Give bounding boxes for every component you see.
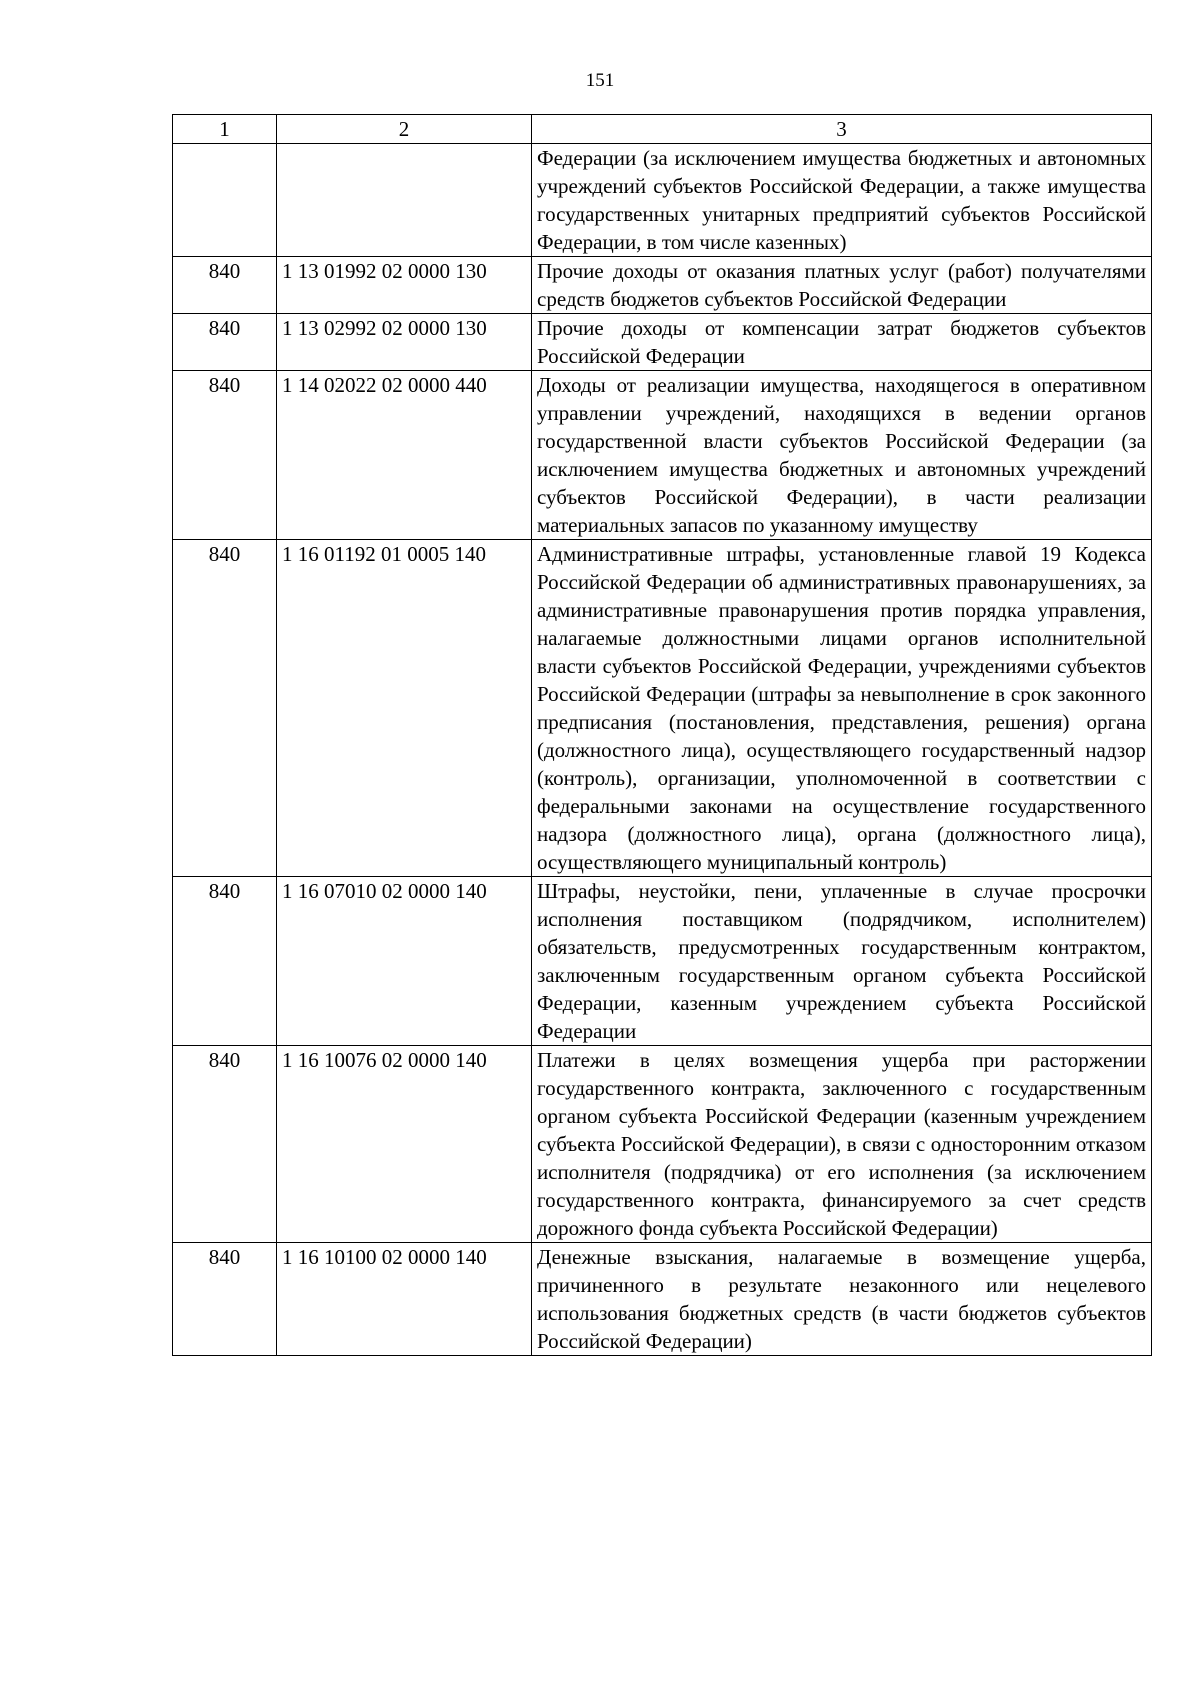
admin-code-cell: 840 [173, 1046, 277, 1243]
admin-code-cell: 840 [173, 540, 277, 877]
table-row [173, 1046, 1152, 1243]
budget-code-cell: 1 13 01992 02 0000 130 [277, 257, 532, 314]
admin-code-cell [173, 144, 277, 257]
admin-code-cell: 840 [173, 314, 277, 371]
table-row [173, 314, 1152, 371]
revenue-name-cell: Прочие доходы от компенсации затрат бюджетов субъектов Российской Федерации [532, 314, 1152, 371]
revenue-name-cell: Денежные взыскания, налагаемые в возмещение ущерба, причиненного в результате незаконного или нецелевого использования бюджетных средств (в части бюджетов субъектов Российской Федерации) [532, 1243, 1152, 1356]
table-header-row [173, 115, 1152, 144]
revenue-codes-table [172, 114, 1152, 1356]
budget-code-cell [277, 144, 532, 257]
revenue-name-cell: Федерации (за исключением имущества бюджетных и автономных учреждений субъектов Российской Федерации, а также имущества государственных унитарных предприятий субъектов Российской Федерации, в том числе казенных) [532, 144, 1152, 257]
table-row [173, 1243, 1152, 1356]
table-row [173, 144, 1152, 257]
revenue-name-cell: Штрафы, неустойки, пени, уплаченные в случае просрочки исполнения поставщиком (подрядчиком, исполнителем) обязательств, предусмотренных государственным контрактом, заключенным государственным органом субъекта Российской Федерации, казенным учреждением субъекта Российской Федерации [532, 877, 1152, 1046]
admin-code-cell: 840 [173, 877, 277, 1046]
revenue-name-cell: Платежи в целях возмещения ущерба при расторжении государственного контракта, заключенного с государственным органом субъекта Российской Федерации (казенным учреждением субъекта Российской Федерации), в связи с односторонним отказом исполнителя (подрядчика) от его исполнения (за исключением государственного контракта, финансируемого за счет средств дорожного фонда субъекта Российской Федерации) [532, 1046, 1152, 1243]
admin-code-cell: 840 [173, 257, 277, 314]
admin-code-cell: 840 [173, 1243, 277, 1356]
budget-code-cell: 1 16 07010 02 0000 140 [277, 877, 532, 1046]
budget-code-cell: 1 16 10100 02 0000 140 [277, 1243, 532, 1356]
budget-code-cell: 1 13 02992 02 0000 130 [277, 314, 532, 371]
table-row [173, 877, 1152, 1046]
revenue-name-cell: Административные штрафы, установленные главой 19 Кодекса Российской Федерации об административных правонарушениях, за административные правонарушения против порядка управления, налагаемые должностными лицами органов исполнительной власти субъектов Российской Федерации, учреждениями субъектов Российской Федерации (штрафы за невыполнение в срок законного предписания (постановления, представления, решения) органа (должностного лица), осуществляющего государственный надзор (контроль), организации, уполномоченной в соответствии с федеральными законами на осуществление государственного надзора (должностного лица), органа (должностного лица), осуществляющего муниципальный контроль) [532, 540, 1152, 877]
revenue-name-cell: Прочие доходы от оказания платных услуг (работ) получателями средств бюджетов субъектов Российской Федерации [532, 257, 1152, 314]
admin-code-cell: 840 [173, 371, 277, 540]
page-number: 151 [585, 70, 615, 91]
table-row [173, 540, 1152, 877]
budget-code-cell: 1 16 10076 02 0000 140 [277, 1046, 532, 1243]
column-header-1: 1 [173, 115, 277, 144]
table-row [173, 371, 1152, 540]
budget-code-cell: 1 14 02022 02 0000 440 [277, 371, 532, 540]
budget-code-cell: 1 16 01192 01 0005 140 [277, 540, 532, 877]
column-header-3: 3 [532, 115, 1152, 144]
revenue-name-cell: Доходы от реализации имущества, находящегося в оперативном управлении учреждений, находящихся в ведении органов государственной власти субъектов Российской Федерации (за исключением имущества бюджетных и автономных учреждений субъектов Российской Федерации), в части реализации материальных запасов по указанному имуществу [532, 371, 1152, 540]
table-row [173, 257, 1152, 314]
column-header-2: 2 [277, 115, 532, 144]
